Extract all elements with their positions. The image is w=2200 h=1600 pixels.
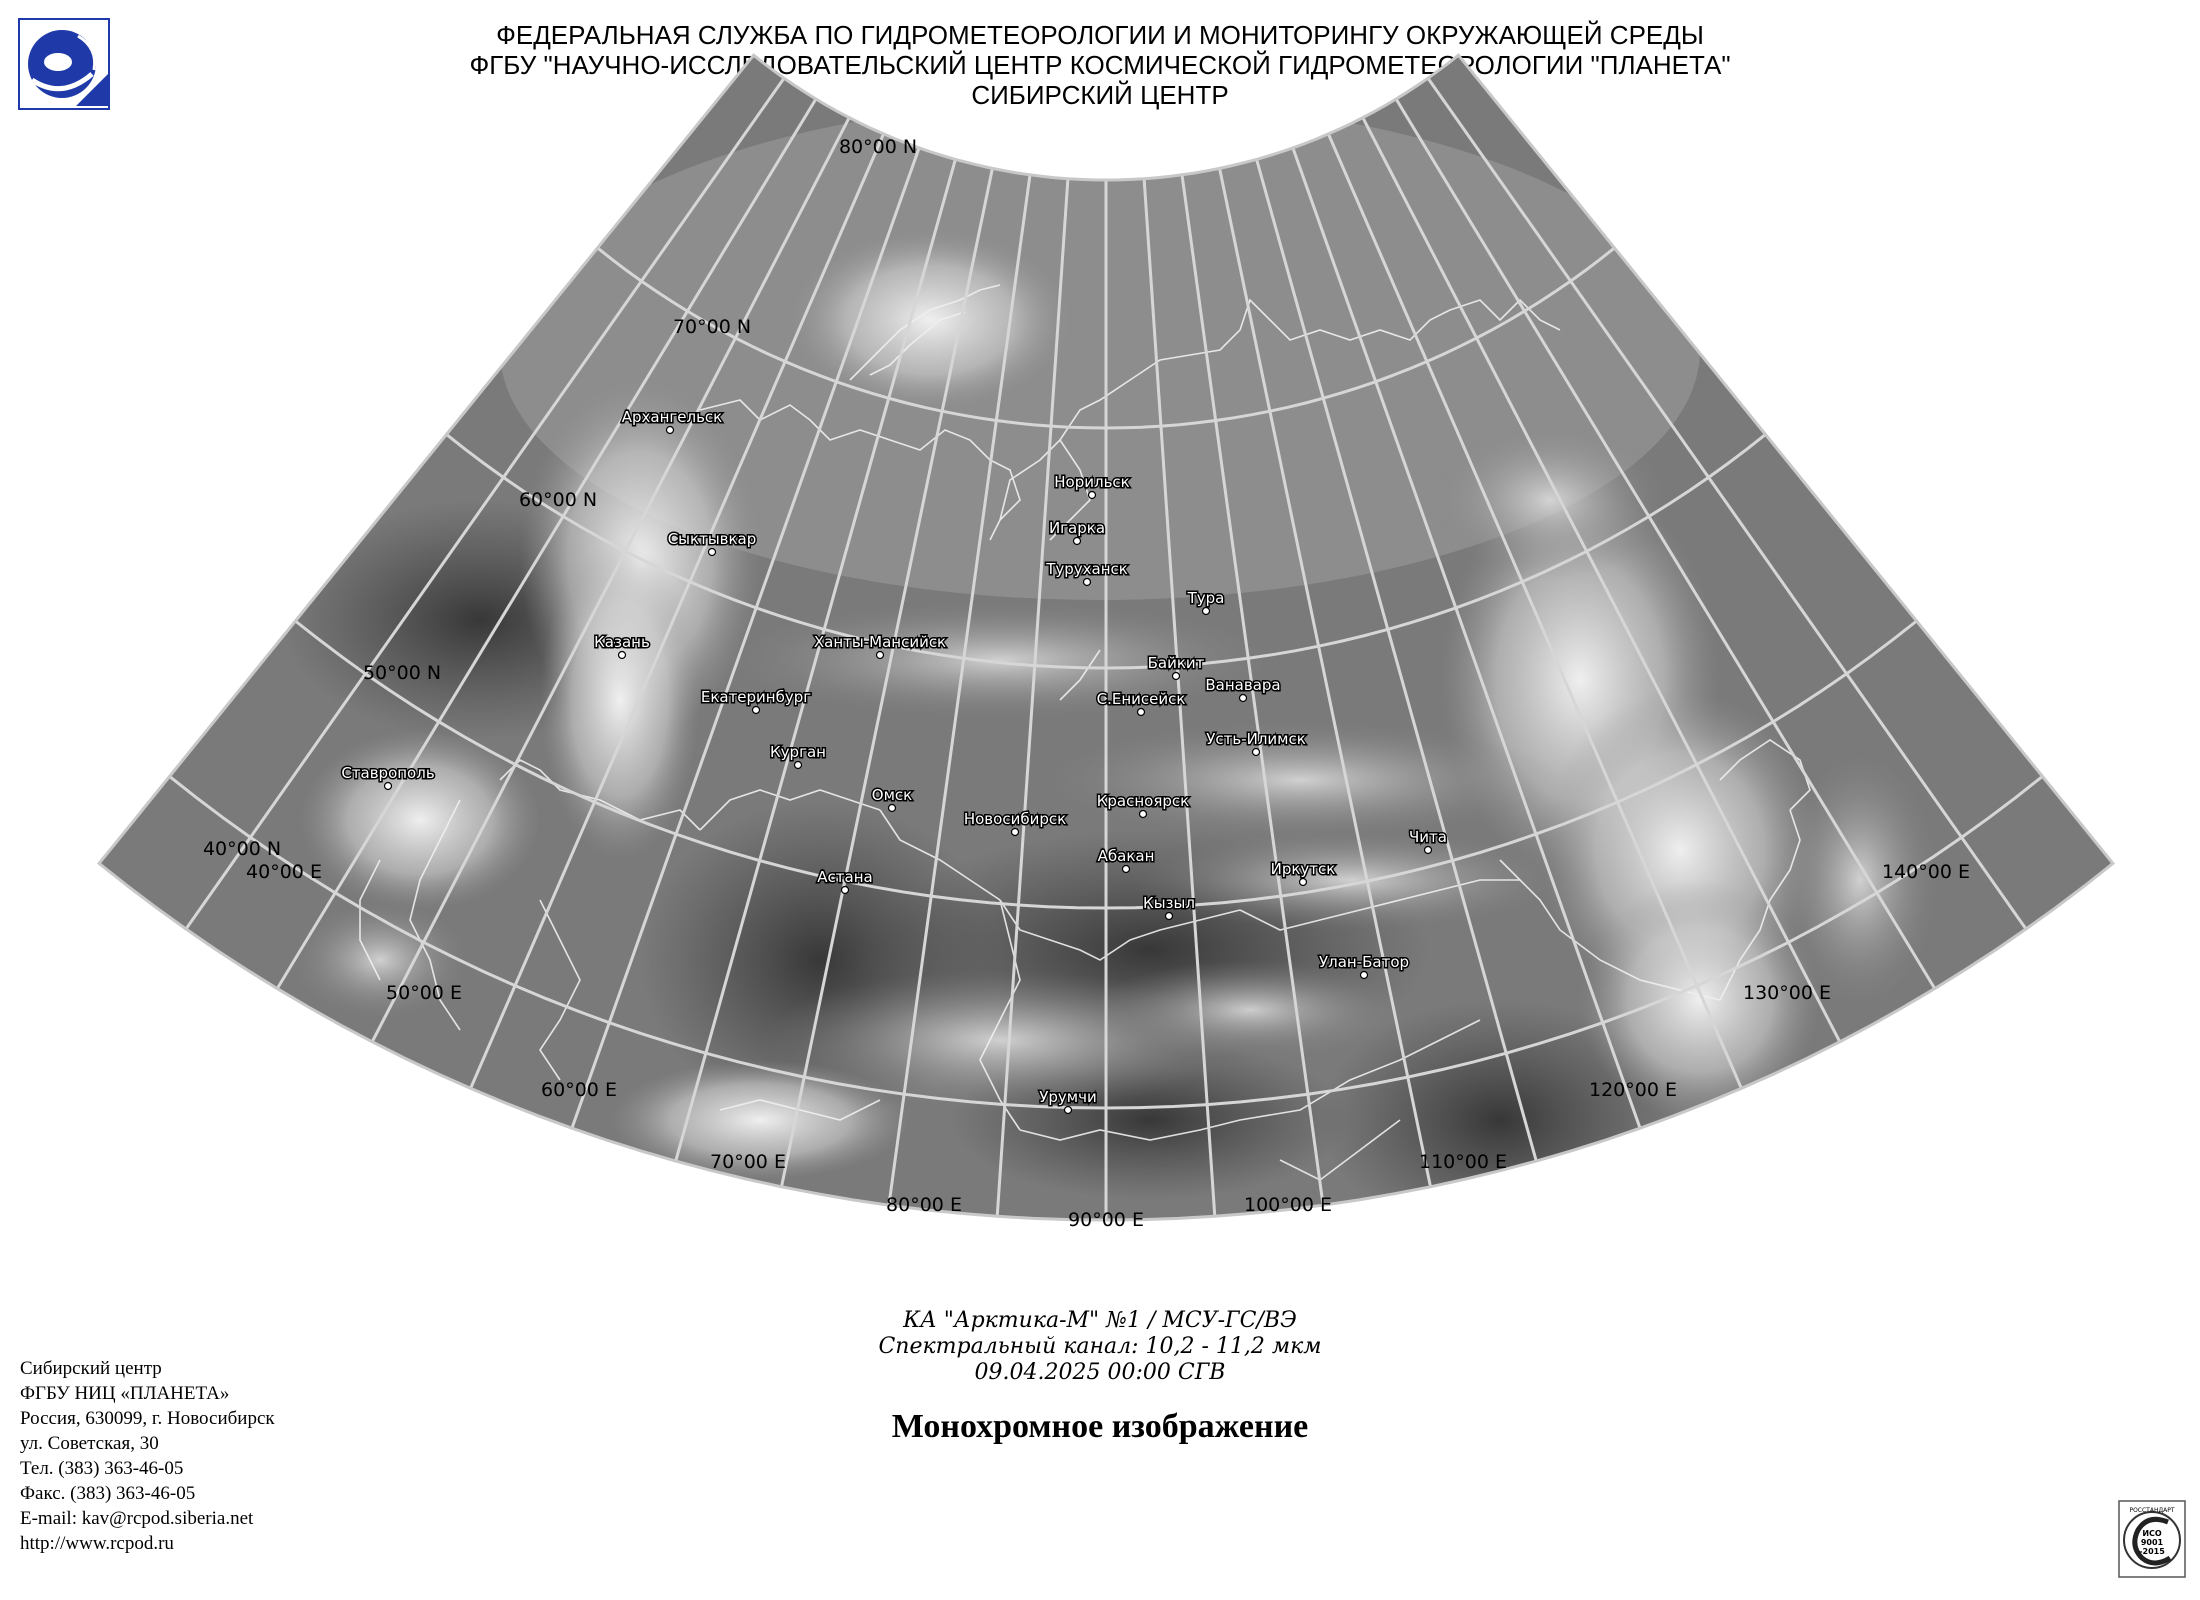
city-label: Курган xyxy=(770,743,826,761)
city-label: Иркутск xyxy=(1270,860,1336,878)
lon-label-140: 140°00 E xyxy=(1882,861,1970,883)
lat-label-80: 80°00 N xyxy=(838,136,918,158)
city-label: Абакан xyxy=(1097,847,1155,865)
city-label: С.Енисейск xyxy=(1096,690,1186,708)
city-label: Игарка xyxy=(1048,519,1106,537)
caption-channel: Спектральный канал: 10,2 - 11,2 мкм xyxy=(878,1334,1322,1359)
city-label: Ханты-Мансийск xyxy=(813,633,947,651)
lat-label-70: 70°00 N xyxy=(672,316,752,338)
lon-label-110: 110°00 E xyxy=(1419,1151,1507,1173)
contact-website-link[interactable]: http://www.rcpod.ru xyxy=(20,1533,174,1554)
lon-label-80: 80°00 E xyxy=(886,1194,962,1216)
contact-email[interactable]: E-mail: kav@rcpod.siberia.net xyxy=(20,1508,254,1529)
lon-label-130: 130°00 E xyxy=(1743,982,1831,1004)
caption-satellite: КА "Арктика-М" №1 / МСУ-ГС/ВЭ xyxy=(903,1308,1297,1333)
city-label: Улан-Батор xyxy=(1318,953,1410,971)
contact-line: Факс. (383) 363-46-05 xyxy=(20,1483,196,1504)
contact-info xyxy=(20,1356,275,1556)
lon-label-40: 40°00 E xyxy=(246,861,322,883)
lon-label-50: 50°00 E xyxy=(386,982,462,1004)
iso-certification-icon xyxy=(2118,1500,2186,1578)
contact-line: Тел. (383) 363-46-05 xyxy=(20,1458,184,1479)
caption-datetime: 09.04.2025 00:00 СГВ xyxy=(974,1360,1226,1385)
lon-label-70: 70°00 E xyxy=(710,1151,786,1173)
city-label: Омск xyxy=(871,786,913,804)
lon-label-60: 60°00 E xyxy=(541,1079,617,1101)
city-label: Ванавара xyxy=(1205,676,1281,694)
lat-label-50: 50°00 N xyxy=(362,662,442,684)
iso-line: 9001 xyxy=(2140,1538,2164,1547)
header-line-agency: ФЕДЕРАЛЬНАЯ СЛУЖБА ПО ГИДРОМЕТЕОРОЛОГИИ И МОНИТОРИНГУ ОКРУЖАЮЩЕЙ СРЕДЫ xyxy=(496,20,1704,50)
city-label: Новосибирск xyxy=(963,810,1067,828)
city-label: Казань xyxy=(594,633,650,651)
contact-line: ул. Советская, 30 xyxy=(20,1433,159,1454)
city-label: Сыктывкар xyxy=(667,530,757,548)
city-label: Екатеринбург xyxy=(700,688,812,706)
city-label: Красноярск xyxy=(1096,792,1190,810)
city-label: Ставрополь xyxy=(341,764,435,782)
lon-label-100: 100°00 E xyxy=(1244,1194,1332,1216)
city-label: Туруханск xyxy=(1046,560,1128,578)
city-label: Усть-Илимск xyxy=(1206,730,1306,748)
city-label: Чита xyxy=(1409,828,1447,846)
lon-label-90: 90°00 E xyxy=(1068,1209,1144,1231)
city-label: Байкит xyxy=(1147,654,1205,672)
header-line-center: СИБИРСКИЙ ЦЕНТР xyxy=(971,80,1229,110)
city-label: Кызыл xyxy=(1143,894,1195,912)
product-title: Монохромное изображение xyxy=(891,1408,1309,1445)
lon-label-120: 120°00 E xyxy=(1589,1079,1677,1101)
contact-line: ФГБУ НИЦ «ПЛАНЕТА» xyxy=(20,1383,230,1404)
header-line-institute: ФГБУ "НАУЧНО-ИССЛЕДОВАТЕЛЬСКИЙ ЦЕНТР КОСМИЧЕСКОЙ ГИДРОМЕТЕОРОЛОГИИ "ПЛАНЕТА" xyxy=(469,50,1731,80)
city-label: Астана xyxy=(817,868,873,886)
city-label: Архангельск xyxy=(621,408,723,426)
lat-label-60: 60°00 N xyxy=(518,489,598,511)
city-label: Норильск xyxy=(1054,473,1130,491)
iso-top-text: РОССТАНДАРТ xyxy=(2129,1507,2175,1514)
city-label: Тура xyxy=(1187,589,1225,607)
contact-line: Сибирский центр xyxy=(20,1358,162,1379)
city-label: Урумчи xyxy=(1039,1088,1097,1106)
image-caption xyxy=(600,1308,1600,1386)
iso-line: ИСО xyxy=(2142,1529,2162,1538)
lat-label-40: 40°00 N xyxy=(202,838,282,860)
contact-line: Россия, 630099, г. Новосибирск xyxy=(20,1408,275,1429)
iso-line: -2015 xyxy=(2139,1547,2165,1556)
